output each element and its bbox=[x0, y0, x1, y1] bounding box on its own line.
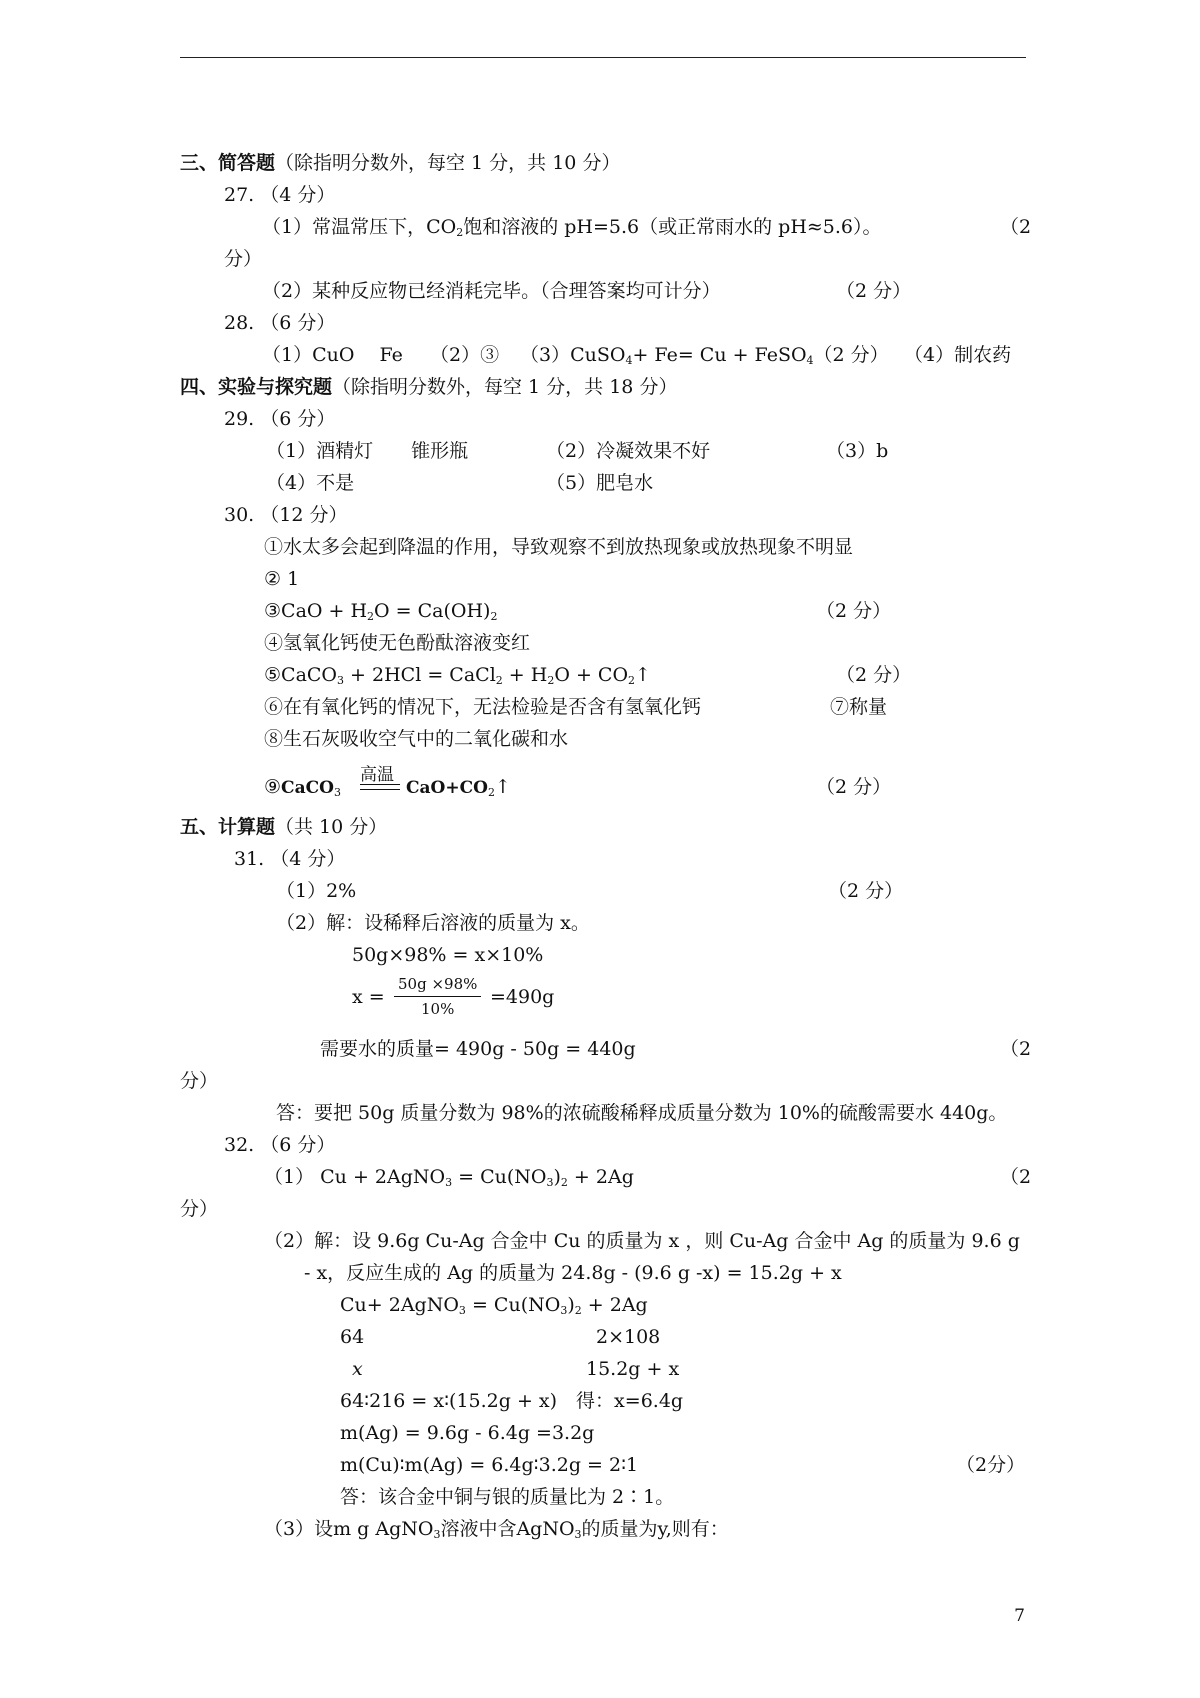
fraction bbox=[394, 975, 481, 1018]
gas-arrow: ↑ bbox=[494, 776, 511, 798]
q32-proportion: 64∶216 = x∶(15.2g + x) 得：x=6.4g bbox=[340, 1390, 684, 1412]
q30-line-8: ⑧生石灰吸收空气中的二氧化碳和水 bbox=[264, 728, 569, 750]
reaction-equals-sign bbox=[360, 784, 400, 790]
q30-line-2: ② 1 bbox=[264, 568, 300, 590]
q29-answer-4: （4）不是 bbox=[266, 472, 355, 494]
q30-line-1: ①水太多会起到降温的作用，导致观察不到放热现象或放热现象不明显 bbox=[264, 536, 854, 558]
section-note: （共 10 分） bbox=[275, 816, 388, 838]
fraction-numerator: 50g ×98% bbox=[394, 975, 481, 997]
q30-line-9-score: （2 分） bbox=[816, 776, 892, 798]
q29-answer-3: （3）b bbox=[826, 440, 889, 462]
q30-line-3-score: （2 分） bbox=[816, 600, 892, 622]
q31-equation-1: 50g×98% = x×10% bbox=[352, 944, 544, 966]
q31-answer: 答：要把 50g 质量分数为 98%的浓硫酸稀释成质量分数为 10%的硫酸需要水 440g。 bbox=[276, 1102, 1008, 1124]
q32-unknown-b: 15.2g + x bbox=[586, 1358, 680, 1380]
q31-heading: 31. （4 分） bbox=[234, 848, 346, 870]
q31-answer-1: （1）2% bbox=[276, 880, 357, 902]
section-title: 三、简答题 bbox=[180, 152, 276, 174]
q32-unknown-a: x bbox=[352, 1358, 363, 1380]
section-note: （除指明分数外，每空 1 分，共 10 分） bbox=[275, 152, 621, 174]
q31-answer-1-score: （2 分） bbox=[828, 880, 904, 902]
q29-answer-2: （2）冷凝效果不好 bbox=[546, 440, 711, 462]
q32-answer-2-line-2: - x，反应生成的 Ag 的质量为 24.8g - (9.6 g -x) = 15.2g + x bbox=[304, 1262, 842, 1284]
q32-mass-ratio-score: （2分） bbox=[956, 1454, 1026, 1476]
q29-answer-5: （5）肥皂水 bbox=[546, 472, 654, 494]
section-5-heading bbox=[180, 818, 387, 837]
q27-answer-1-score-cont: 分） bbox=[224, 248, 263, 270]
q28-heading: 28. （6 分） bbox=[224, 312, 336, 334]
q28-answer-3: （3）CuSO$_4$+ Fe= Cu + FeSO$_4$（2 分） bbox=[520, 344, 889, 367]
q27-answer-2-score: （2 分） bbox=[836, 280, 912, 302]
gas-arrow: ↑ bbox=[635, 664, 651, 686]
q30-line-9-products: $CaO+CO_2↑$ bbox=[406, 776, 511, 799]
q32-answer-2-line-1: （2）解：设 9.6g Cu-Ag 合金中 Cu 的质量为 x ，则 Cu-Ag 合金中 Ag 的质量为 9.6 g bbox=[264, 1230, 1020, 1252]
section-title: 四、实验与探究题 bbox=[180, 376, 333, 398]
q28-answer-1: （1）CuO Fe bbox=[262, 344, 403, 366]
q30-line-7: ⑦称量 bbox=[830, 696, 888, 718]
q32-reaction: Cu+ 2AgNO$_3$ = $Cu(NO_3)_2 + 2Ag$ bbox=[340, 1294, 648, 1317]
q30-line-4: ④氢氧化钙使无色酚酞溶液变红 bbox=[264, 632, 531, 654]
q31-equation-2-rhs: =490g bbox=[490, 986, 555, 1008]
q28-answer-4: （4）制农药 bbox=[904, 344, 1012, 366]
reaction-condition: 高温 bbox=[360, 765, 394, 785]
q32-answer-1: （1） Cu + 2AgNO$_3$ = $Cu(NO_3)_2 + 2Ag$ bbox=[264, 1166, 634, 1189]
q31-equation-2-lhs: x = bbox=[352, 986, 385, 1008]
q32-mass-ratio: m(Cu)∶m(Ag) = 6.4g∶3.2g = 2∶1 bbox=[340, 1454, 639, 1476]
q30-line-6: ⑥在有氧化钙的情况下，无法检验是否含有氢氧化钙 bbox=[264, 696, 702, 718]
q30-line-5-score: （2 分） bbox=[836, 664, 912, 686]
q30-line-3: ③CaO + $H_2O = Ca(OH)_2$ bbox=[264, 600, 498, 623]
q27-answer-1-score: （2 bbox=[1000, 216, 1032, 238]
section-4-heading bbox=[180, 378, 677, 397]
fraction-denominator: 10% bbox=[421, 1000, 455, 1018]
header-rule bbox=[180, 57, 1026, 58]
q32-ratio-a: 64 bbox=[340, 1326, 365, 1348]
page-number: 7 bbox=[1014, 1606, 1025, 1626]
section-3-heading bbox=[180, 154, 620, 173]
q30-line-9: ⑨CaCO$_3$ bbox=[264, 776, 341, 799]
q32-answer-1-score: （2 bbox=[1000, 1166, 1032, 1188]
q31-equation-3: 需要水的质量= 490g - 50g = 440g bbox=[320, 1038, 636, 1060]
q32-answer-1-score-cont: 分） bbox=[180, 1198, 219, 1220]
q30-line-5: ⑤CaCO$_3$ + 2HCl = CaCl$_2$ + $H_2O$ + $CO_2↑$ bbox=[264, 664, 651, 687]
q28-answer-2: （2）③ bbox=[430, 344, 500, 366]
q27-answer-2: （2）某种反应物已经消耗完毕。（合理答案均可计分） bbox=[262, 280, 721, 302]
q32-answer-3: （3）设m g AgNO$_3$溶液中含AgNO$_3$的质量为y,则有： bbox=[264, 1518, 729, 1541]
q32-answer: 答：该合金中铜与银的质量比为 2∶1。 bbox=[340, 1486, 675, 1508]
q29-answer-1: （1）酒精灯 锥形瓶 bbox=[266, 440, 469, 462]
q27-heading: 27. （4 分） bbox=[224, 184, 336, 206]
section-title: 五、计算题 bbox=[180, 816, 276, 838]
q32-mass-ag: m(Ag) = 9.6g - 6.4g =3.2g bbox=[340, 1422, 595, 1444]
q27-answer-1: （1）常温常压下，$CO_2$饱和溶液的 pH=5.6（或正常雨水的 pH≈5.6）。 bbox=[262, 216, 882, 239]
q29-heading: 29. （6 分） bbox=[224, 408, 336, 430]
q31-equation-3-score-cont: 分） bbox=[180, 1070, 219, 1092]
q32-heading: 32. （6 分） bbox=[224, 1134, 336, 1156]
q31-equation-3-score: （2 bbox=[1000, 1038, 1032, 1060]
q31-answer-2: （2）解：设稀释后溶液的质量为 x。 bbox=[276, 912, 590, 934]
section-note: （除指明分数外，每空 1 分，共 18 分） bbox=[332, 376, 678, 398]
q32-ratio-b: 2×108 bbox=[596, 1326, 661, 1348]
q30-heading: 30. （12 分） bbox=[224, 504, 348, 526]
